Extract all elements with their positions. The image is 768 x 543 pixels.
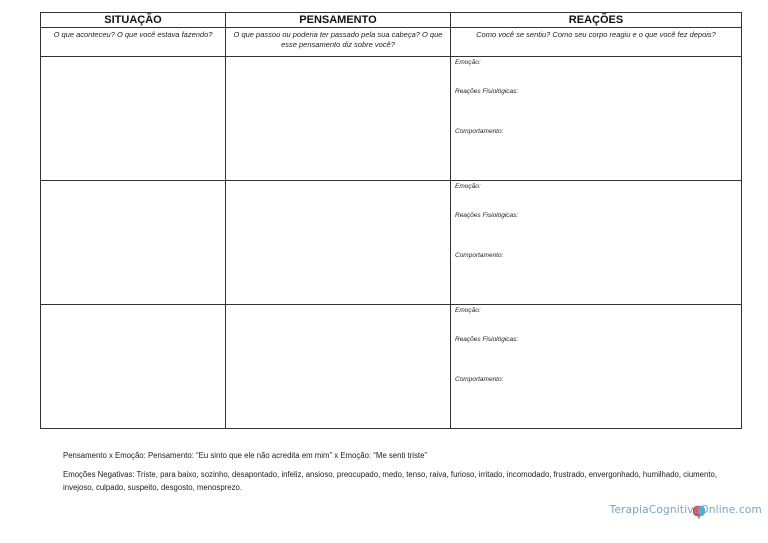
table-row bbox=[41, 305, 742, 429]
situation-cell[interactable] bbox=[41, 305, 226, 429]
behavior-label: Comportamento: bbox=[455, 252, 504, 259]
physiological-label: Reações Fisiológicas: bbox=[455, 212, 519, 219]
subheader-situacao: O que aconteceu? O que você estava fazendo? bbox=[41, 28, 226, 57]
subheader-reacoes: Como você se sentiu? Como seu corpo reagiu e o que você fez depois? bbox=[451, 28, 742, 57]
emotion-label: Emoção: bbox=[455, 307, 481, 314]
physiological-label: Reações Fisiológicas: bbox=[455, 88, 519, 95]
reaction-cell[interactable] bbox=[451, 181, 742, 305]
header-reacoes: REAÇÕES bbox=[451, 13, 742, 28]
thought-cell[interactable] bbox=[226, 57, 451, 181]
physiological-label: Reações Fisiológicas: bbox=[455, 336, 519, 343]
behavior-label: Comportamento: bbox=[455, 376, 504, 383]
table-row bbox=[41, 57, 742, 181]
header-pensamento: PENSAMENTO bbox=[226, 13, 451, 28]
emotion-label: Emoção: bbox=[455, 59, 481, 66]
thought-cell[interactable] bbox=[226, 181, 451, 305]
header-situacao: SITUAÇÃO bbox=[41, 13, 226, 28]
table-row bbox=[41, 181, 742, 305]
reaction-cell[interactable] bbox=[451, 57, 742, 181]
situation-cell[interactable] bbox=[41, 181, 226, 305]
negative-emotions-list: Emoções Negativas: Triste, para baixo, sozinho, desapontado, infeliz, ansioso, preocupado, medo, tenso, raiva, furioso, irritado, incomodado, frustrado, envergonhado, humilhado, ciumento, invejoso, culpado, suspeito, desgosto, menosprezo. bbox=[63, 470, 718, 492]
worksheet-table bbox=[40, 12, 742, 429]
reaction-cell[interactable] bbox=[451, 305, 742, 429]
example-note: Pensamento x Emoção: Pensamento: “Eu sinto que ele não acredita em mim” x Emoção: “Me senti triste” bbox=[63, 451, 428, 460]
behavior-label: Comportamento: bbox=[455, 128, 504, 135]
thought-cell[interactable] bbox=[226, 305, 451, 429]
site-logo-text[interactable]: TerapiaCognitivaOnline.com bbox=[609, 504, 762, 516]
situation-cell[interactable] bbox=[41, 57, 226, 181]
subheader-pensamento: O que passou ou poderia ter passado pela sua cabeça? O que esse pensamento diz sobre você? bbox=[226, 28, 451, 57]
emotion-label: Emoção: bbox=[455, 183, 481, 190]
